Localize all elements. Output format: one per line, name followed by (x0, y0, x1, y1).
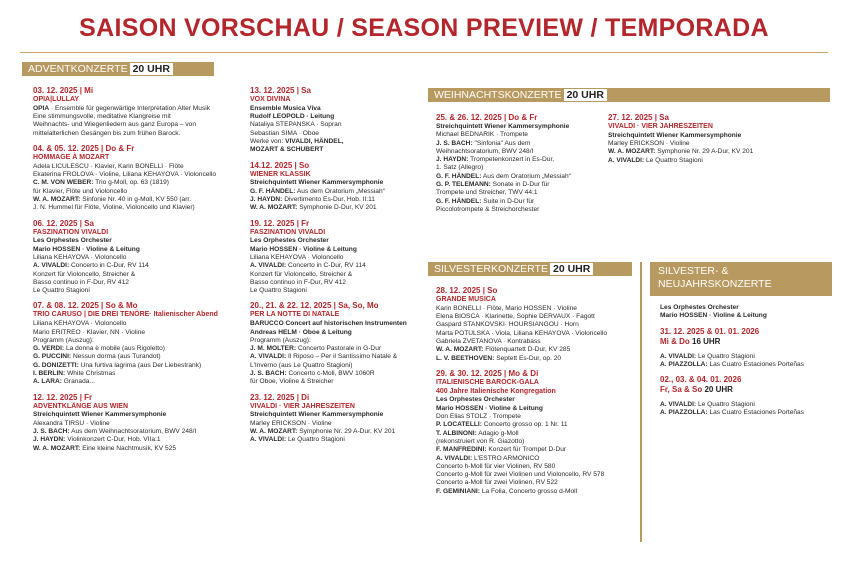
event-detail: Concerto a-Moll für zwei Violinen, RV 522 (436, 479, 558, 487)
event-detail: A. PIAZZOLLA: Las Cuatro Estaciones Porteñas (660, 360, 805, 368)
event-detail: L. V. BEETHOVEN: Septett Es-Dur, op. 20 (436, 354, 562, 362)
event-detail: Streichquintett Wiener Kammersymphonie (250, 411, 384, 419)
event-detail: Liliana KEHAYOVA · Violoncello (33, 253, 127, 261)
event-detail: W. A. MOZART: Sinfonie Nr. 40 in g-Moll, KV 550 (arr. (33, 195, 192, 203)
event-detail: Piccolotrompete & Streichorchester (436, 205, 540, 213)
event-title: VIVALDI · VIER JAHRESZEITEN (608, 123, 713, 130)
event-detail: Konzert für Violoncello, Streicher & (250, 270, 353, 278)
event-title: VOX DIVINA (250, 96, 291, 103)
weihnacht-banner-time: 20 UHR (564, 89, 607, 101)
event-date: 06. 12. 2025 | Sa (33, 218, 94, 228)
event-detail: Liliana KEHAYOVA · Violoncello (33, 320, 127, 328)
event-detail: A. VIVALDI: Concerto in C-Dur, RV 114 (250, 262, 366, 270)
event-detail: G. F. HÄNDEL: Suite in D-Dur für (436, 197, 535, 205)
event-detail: F. GEMINIANI: La Folia, Concerto grosso d-Moll (436, 487, 578, 495)
event-detail: Marley ERICKSON · Violine (608, 140, 690, 148)
event-detail: Marta POTULSKA · Viola, Liliana KEHAYOVA · Violoncello (436, 329, 608, 337)
event-detail: Le Quattro Stagioni (33, 287, 90, 295)
silvester-banner-time: 20 UHR (550, 263, 593, 275)
event-detail: W. A. MOZART: Symphonie Nr. 29 A-Dur, KV 201 (608, 148, 754, 156)
event-detail: Mario HOSSEN · Violine & Leitung (436, 404, 543, 412)
event-detail: G. VERDI: La donna è mobile (aus Rigoletto) (33, 345, 165, 353)
event-title: ADVENTKLÄNGE AUS WIEN (33, 402, 129, 410)
weihnacht-banner-label: WEIHNACHTSKONZERTE (434, 89, 562, 101)
event-detail: J. S. BACH: Concerto c-Moll, BWV 1060R (250, 370, 375, 378)
event-date: 13. 12. 2025 | Sa (250, 86, 311, 95)
event-detail: Alexandra TIRSU · Violine (33, 419, 110, 427)
event-detail: C. M. VON WEBER: Trio g-Moll, op. 63 (1819) (33, 179, 169, 187)
event-detail: Weihnachts- und Wiegenliedern aus ganz Europa – von (33, 121, 196, 129)
event-detail: A. VIVALDI: Le Quattro Stagioni (660, 352, 755, 360)
event-detail: Mario HOSSEN · Violine & Leitung (33, 245, 140, 253)
event-detail: für Oboe, Violine & Streicher (250, 378, 334, 386)
event-detail: Ekaterina FROLOVA · Violine, Liliana KEHAYOVA · Violoncello (33, 171, 217, 179)
event-detail: F. MANFREDINI: Konzert für Trompet D-Dur (436, 446, 567, 454)
event-date: 12. 12. 2025 | Fr (33, 392, 93, 402)
event-date: 07. & 08. 12. 2025 | So & Mo (33, 301, 138, 311)
event-detail: Streichquintett Wiener Kammersymphonie (608, 131, 742, 139)
event-date: 02., 03. & 04. 01. 2026 (660, 375, 742, 385)
event-date: 28. 12. 2025 | So (436, 286, 498, 295)
event-detail: Basso continuo in F-Dur, RV 412 (250, 278, 346, 286)
event-detail: G. F. HÄNDEL: Aus dem Oratorium „Messiah“ (250, 187, 385, 195)
advent-banner-label: ADVENTKONZERTE (28, 63, 128, 75)
event-detail: Les Orphestes Orchester (250, 237, 329, 245)
event-title: PER LA NOTTE DI NATALE (250, 311, 340, 319)
event-detail: A. VIVALDI: Concerto in C-Dur, RV 114 (33, 262, 149, 270)
event-detail: A. LARA: Granada... (33, 378, 95, 386)
event-date: 25. & 26. 12. 2025 | Do & Fr (436, 113, 538, 122)
event-date: 04. & 05. 12. 2025 | Do & Fr (33, 143, 135, 153)
event-detail: I. BERLIN: White Christmas (33, 370, 116, 378)
event-detail: W. A. MOZART: Symphonie D-Dur, KV 201 (250, 204, 377, 212)
event-detail: A. VIVALDI: Le Quattro Stagioni (660, 401, 755, 409)
event-date: 23. 12. 2025 | Di (250, 392, 310, 402)
event-date: 31. 12. 2025 & 01. 01. 2026 (660, 326, 760, 336)
event-title: FASZINATION VIVALDI (33, 228, 109, 236)
event-detail: A. PIAZZOLLA: Las Cuatro Estaciones Porteñas (660, 409, 805, 417)
event-detail: Adela LICULESCU · Klavier, Karin BONELLI · Flöte (33, 162, 184, 170)
event-detail: Gaspard STANKOVSKI· HOURSIANGOU · Horn (436, 321, 579, 329)
event-detail: J. HAYDN: Trompetenkonzert in Es-Dur, (436, 156, 555, 164)
event-title: WIENER KLASSIK (250, 170, 311, 178)
silvester-banner-label: SILVESTERKONZERTE (434, 263, 548, 275)
event-detail: Karin BONELLI · Flöte, Mario HOSSEN · Violine (436, 304, 577, 312)
event-detail: G. F. HÄNDEL: Aus dem Oratorium „Messiah“ (436, 172, 571, 180)
event-detail: J. M. MOLTER: Concerto Pastorale in G-Dur (250, 345, 382, 353)
event-detail: W. A. MOZART: Flötenquartett D-Dur, KV 285 (436, 346, 571, 354)
event-detail: G. PUCCINI: Nessun dorma (aus Turandot) (33, 353, 161, 361)
event-detail: W. A. MOZART: Symphonie Nr. 29 A-Dur, KV 201 (250, 428, 396, 435)
event-detail: Andreas HELM · Oboe & Leitung (250, 328, 352, 336)
event-detail: Programm (Auszug): (250, 336, 311, 344)
event-detail: Programm (Auszug): (33, 336, 94, 344)
event-detail: A. VIVALDI: L'ESTRO ARMONICO (436, 454, 540, 462)
silvester-neujahr-banner: SILVESTER- & NEUJAHRSKONZERTE (650, 262, 832, 296)
event-detail: Les Orphestes Orchester (660, 304, 739, 311)
event-detail: A. VIVALDI: Il Riposo – Per il Santissimo Natale & (250, 353, 398, 361)
event-detail: L'Inverno (aus Le Quattro Stagioni) (250, 361, 353, 369)
event-detail: Weihnachtsoratorium, BWV 248/I (436, 147, 534, 155)
event-detail: Streichquintett Wiener Kammersymphonie (33, 411, 167, 419)
event-detail: Le Quattro Stagioni (250, 287, 307, 295)
event-detail: Trompete und Streicher, TWV 44:1 (436, 189, 538, 197)
event-detail: J. S. BACH: "Sinfonia" Aus dem (436, 139, 531, 147)
weihnacht-column-left (436, 113, 606, 214)
event-detail: Liliana KEHAYOVA · Violoncello (250, 253, 344, 261)
event-detail: Marley ERICKSON · Violine (250, 419, 332, 427)
event-date: 29. & 30. 12. 2025 | Mo & Di (436, 368, 539, 378)
event-detail: BARUCCO Concert auf historischen Instrumenten (250, 320, 407, 328)
silvester-banner (428, 262, 632, 276)
weihnacht-column-right (608, 113, 833, 165)
event-title: HOMMAGE À MOZART (33, 153, 110, 161)
event-date: Fr, Sa & So 20 UHR (660, 385, 733, 395)
event-detail: J. HAYDN: Violinkonzert C-Dur, Hob. VIIa:1 (33, 436, 161, 444)
column-divider (640, 262, 642, 542)
event-title: TRIO CARUSO | DIE DREI TENÖRE· Italienischer Abend (33, 311, 218, 319)
event-detail: Konzert für Violoncello, Streicher & (33, 270, 136, 278)
event-detail: J. HAYDN: Divertimento Es-Dur, Hob. II:11 (250, 195, 375, 203)
event-detail: Rudolf LEOPOLD · Leitung (250, 113, 335, 121)
event-detail: Michael BEDNARIK · Trompete (436, 131, 528, 139)
silvester-column (436, 286, 636, 496)
event-detail: Nataliya STEPANSKA · Sopran (250, 121, 342, 129)
advent-column-left (33, 86, 238, 453)
event-detail: Les Orphestes Orchester (436, 396, 515, 404)
event-detail: für Klavier, Flöte und Violoncello (33, 187, 128, 195)
event-date: 27. 12. 2025 | Sa (608, 113, 669, 122)
advent-banner (22, 62, 214, 76)
event-detail: Concerto g-Moll für zwei Violinen und Violoncello, RV 578 (436, 471, 605, 479)
event-detail: Gabriela ZVETANOVA · Kontrabass (436, 337, 541, 345)
event-detail: Sebastian SIMA · Oboe (250, 129, 319, 137)
event-title: ITALIENISCHE BAROCK-GALA (436, 378, 539, 386)
event-detail: Basso continuo in F-Dur, RV 412 (33, 278, 129, 286)
event-detail: Mario ERITREO · Klavier, NN · Violine (33, 328, 145, 336)
event-detail: Mario HOSSEN · Violine & Leitung (250, 245, 357, 253)
event-date: 03. 12. 2025 | Mi (33, 86, 94, 95)
event-title: 400 Jahre Italienische Kongregation (436, 387, 556, 395)
title-divider (20, 52, 828, 53)
event-detail: Mario HOSSEN · Violine & Leitung (660, 312, 767, 320)
event-detail: (rekonstruiert von R. Giazotto) (436, 437, 525, 445)
event-detail: Streichquintett Wiener Kammersymphonie (250, 179, 384, 187)
event-detail: Werke von: VIVALDI, HÄNDEL, (250, 137, 344, 145)
event-detail: Eine stimmungsvolle, meditative Klangreise mit (33, 113, 171, 121)
event-detail: W. A. MOZART: Eine kleine Nachtmusik, KV 525 (33, 444, 177, 452)
event-detail: G. DONIZETTI: Una furtiva lagrima (aus Der Liebestrank) (33, 361, 202, 369)
event-detail: J. N. Hummel für Flöte, Violine, Violoncello und Klavier) (33, 204, 195, 212)
event-detail: 1. Satz (Allegro) (436, 164, 484, 172)
event-detail: G. P. TELEMANN: Sonate in D-Dur für (436, 181, 550, 189)
event-detail: A. VIVALDI: Le Quattro Stagioni (250, 436, 345, 444)
event-title: OPIA|LULLAY (33, 96, 80, 103)
event-date: 20., 21. & 22. 12. 2025 | Sa, So, Mo (250, 301, 379, 311)
event-detail: Les Orphestes Orchester (33, 237, 112, 245)
event-date: 14.12. 2025 | So (250, 160, 310, 170)
page-title: SAISON VORSCHAU / SEASON PREVIEW / TEMPORADA (79, 14, 769, 42)
event-detail: OPIA · Ensemble für gegenwärtige Interpretation Alter Musik (33, 104, 211, 112)
weihnacht-banner (428, 88, 830, 102)
event-detail: T. ALBINONI: Adagio g-Moll (436, 429, 519, 437)
event-detail: Ensemble Musica Viva (250, 104, 321, 112)
event-detail: J. S. BACH: Aus dem Weihnachtsoratorium, BWV 248/I (33, 428, 197, 435)
event-title: VIVALDI · VIER JAHRESZEITEN (250, 402, 355, 410)
event-detail: Concerto h-Moll für vier Violinen, RV 580 (436, 462, 556, 470)
event-title: FASZINATION VIVALDI (250, 228, 326, 236)
advent-column-right (250, 86, 425, 445)
event-detail: Don Elias STOLZ · Trompete (436, 413, 521, 421)
event-detail: P. LOCATELLI: Concerto grosso op. 1 Nr. 11 (436, 421, 568, 429)
silvester-neujahr-column (660, 304, 835, 418)
event-detail: MOZART & SCHUBERT (250, 146, 324, 154)
event-date: Mi & Do 16 UHR (660, 336, 721, 346)
event-detail: mittelalterlichen Gesängen bis zum frühen Barock. (33, 129, 181, 137)
event-detail: Elena BIOSCA · Klarinette, Sophie DERVAUX · Fagott (436, 313, 595, 321)
event-detail: Streichquintett Wiener Kammersymphonie (436, 123, 570, 130)
event-title: GRANDE MUSICA (436, 296, 496, 303)
event-date: 19. 12. 2025 | Fr (250, 218, 310, 228)
event-detail: A. VIVALDI: Le Quattro Stagioni (608, 156, 703, 164)
advent-banner-time: 20 UHR (130, 63, 173, 75)
